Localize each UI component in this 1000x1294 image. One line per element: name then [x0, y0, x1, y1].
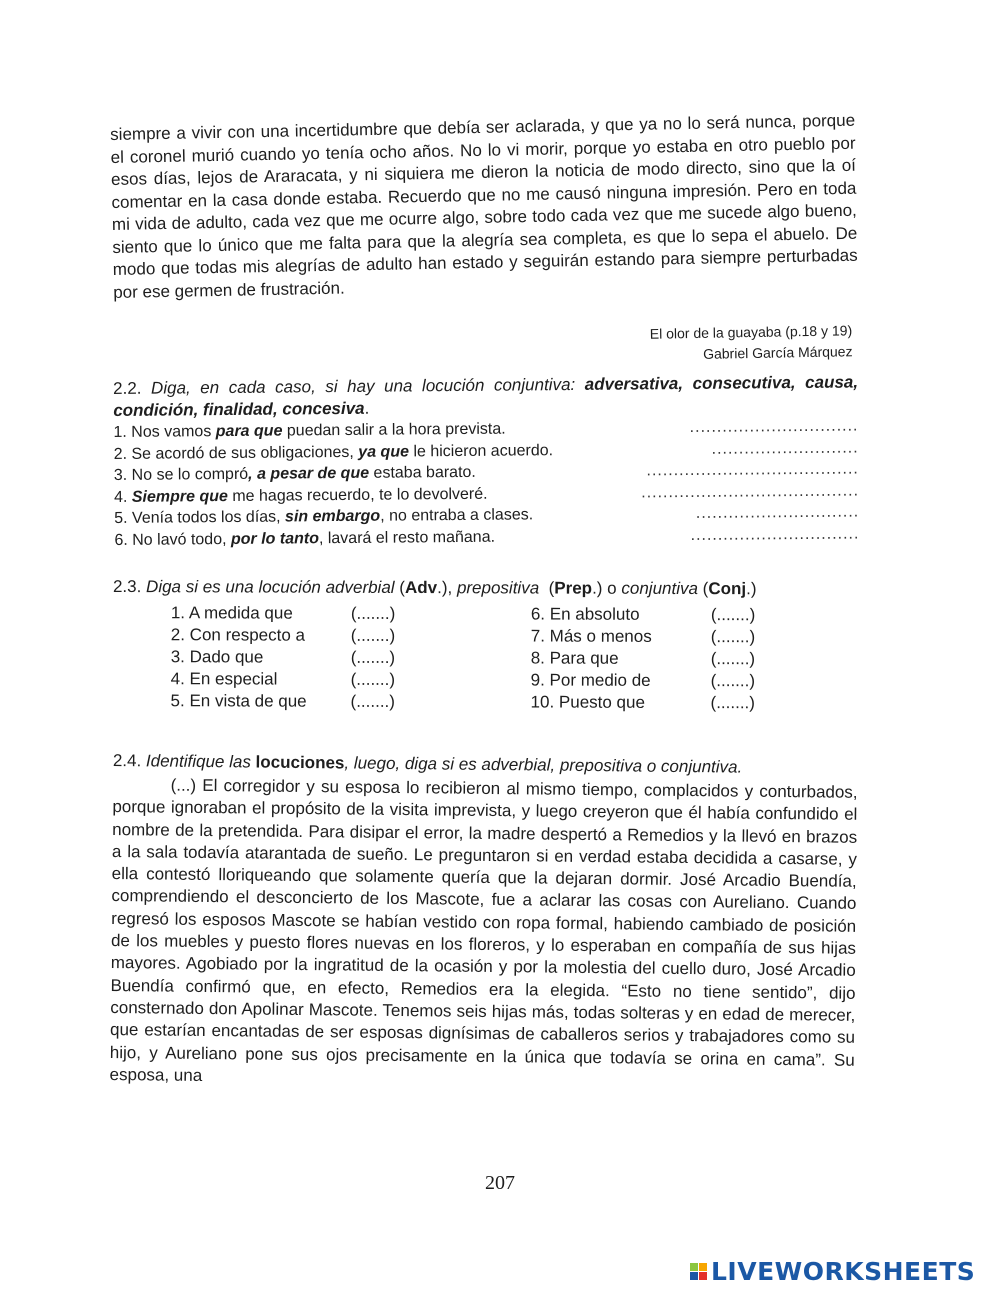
liveworksheets-logo[interactable] — [690, 1257, 975, 1286]
locution-label: 8. Para que — [530, 648, 619, 668]
exercise-2-4 — [109, 750, 857, 1094]
right-column — [531, 603, 781, 714]
exercise-2-3-instructions: 2.3. Diga si es una locución adverbial (Adv.), prepositiva (Prep.) o conjuntiva (Conj.) — [112, 577, 757, 599]
answer-blank[interactable]: ............................... — [689, 417, 859, 436]
exercise-2-4-instructions: 2.4. Identifique las locuciones, luego, diga si es adverbial, prepositiva o conjuntiva. — [112, 750, 743, 777]
exercise-item: 2. Se acordó de sus obligaciones, ya que le hicieron acuerdo. ........................... — [113, 438, 859, 463]
locution-item — [171, 602, 421, 625]
answer-blank[interactable]: .............................. — [695, 503, 860, 522]
exercise-2-3-grid — [113, 602, 858, 717]
answer-blank[interactable]: ........................................ — [641, 481, 860, 501]
locution-label: 4. En especial — [170, 669, 278, 689]
exercise-2-2-items — [113, 415, 859, 550]
locution-label: 7. Más o menos — [530, 626, 652, 646]
locution: ya que — [358, 442, 410, 461]
exercise-2-2 — [113, 371, 859, 550]
locution: Siempre que — [131, 487, 228, 506]
passage-source — [649, 320, 852, 366]
answer-blank[interactable]: (.......) — [350, 669, 396, 689]
locution-item — [171, 646, 421, 669]
locution-label: 5. En vista de que — [170, 691, 307, 711]
locution-item — [531, 625, 781, 648]
source-author: Gabriel García Márquez — [702, 343, 853, 362]
exercise-item: 5. Venía todos los días, sin embargo, no entraba a clases. .............................. — [114, 503, 860, 527]
locution: sin embargo — [284, 507, 381, 526]
answer-blank[interactable]: (.......) — [710, 693, 755, 713]
answer-blank[interactable]: (.......) — [710, 649, 756, 669]
left-column — [171, 602, 421, 713]
locution-item — [531, 691, 781, 714]
exercise-2-2-instructions: 2.2. Diga, en cada caso, si hay una locución conjuntiva: adversativa, consecutiva, causa, condición, finalidad, concesiva. — [113, 372, 859, 420]
answer-blank[interactable]: (.......) — [710, 671, 756, 691]
locution: , a pesar de que — [248, 464, 370, 483]
locution-item — [531, 669, 781, 692]
exercise-item: 1. Nos vamos para que puedan salir a la hora prevista. ............................... — [113, 417, 859, 441]
exercise-2-4-passage: (...) El corregidor y su esposa lo recibieron al mismo tiempo, complacidos y conturbados, porque ignoraban el propósito de la visita imprevista, y luego creyeron que él había confundido el nombre de la pretendida. Para disipar el error, la madre despertó a Remedios y la llevó en brazos a la sala todavía atarantada de sueño. Le preguntaron si en verdad estaba decidida a casarse, y ella contestó lloriqueando que solamente quería que la dejaran dormir. José Arcadio Buendía, comprendiendo el desconcierto de los Mascote, fue a aclarar las cosas con Aureliano. Cuando regresó los esposos Mascote se habían vestido con ropa formal, habiendo cambiado de posición de los muebles y puesto flores nuevas en los floreros, y lo esperaban en compañía de sus hijas mayores. Agobiado por la ingratitud de la ocasión y por la molestia del cuello duro, José Arcadio Buendía confirmó que, en efecto, Remedios era la elegida. “Esto no tiene sentido”, dijo consternado don Apolinar Mascote. Tenemos seis hijas más, todas solteras y en edad de merecer, que estarían encantadas de ser esposas dignísimas de caballeros serios y trabajadores como su hijo, y Aureliano pone sus ojos precisamente en la única que todavía se orina en cama”. Su esposa, una — [109, 775, 858, 1085]
locution-label: 10. Puesto que — [530, 692, 645, 712]
answer-blank[interactable]: (.......) — [350, 603, 396, 623]
answer-blank[interactable]: (.......) — [710, 627, 756, 647]
locution-label: 6. En absoluto — [530, 604, 640, 624]
locution-label: 2. Con respecto a — [170, 625, 306, 645]
category-list: adversativa, consecutiva, causa, condición, finalidad, concesiva — [113, 372, 859, 420]
brand-text: LIVEWORKSHEETS — [711, 1257, 976, 1286]
exercise-item: 3. No se lo compró, a pesar de que estaba barato. ....................................... — [113, 460, 859, 484]
locution-label: 3. Dado que — [170, 647, 264, 667]
exercise-item: 6. No lavó todo, por lo tanto, lavará el resto mañana. ............................... — [114, 524, 860, 549]
exercise-2-3 — [113, 576, 858, 717]
exercise-item: 4. Siempre que me hagas recuerdo, te lo devolveré. ........................................ — [113, 481, 860, 506]
logo-icon — [690, 1263, 707, 1280]
locution-item — [171, 624, 421, 647]
answer-blank[interactable]: (.......) — [710, 605, 756, 625]
answer-blank[interactable]: (.......) — [350, 625, 396, 645]
answer-blank[interactable]: ....................................... — [646, 460, 859, 480]
locution-item — [531, 603, 781, 626]
answer-blank[interactable]: ............................... — [690, 524, 860, 544]
passage-paragraph: siempre a vivir con una incertidumbre que debía ser aclarada, y que ya no lo será nunca, porque el coronel murió cuando yo tenía ocho años. No lo vi morir, porque yo estaba en otro pueblo por esos días, lejos de Araracata, y ni siquiera me dieron la noticia de modo directo, sino que la oí comentar en la casa donde estaba. Recuerdo que no me causó ninguna impresión. Pero en toda mi vida de adulto, cada vez que me ocurre algo, sobre todo cada vez que me sucede algo bueno, siento que lo único que me falta para que la alegría sea completa, es que lo sepa el abuelo. De modo que todas mis alegrías de adulto han estado y seguirán estando para siempre perturbadas por ese germen de frustración. — [110, 110, 858, 302]
instruction-text: Diga, en cada caso, si hay una locución conjuntiva: — [150, 374, 576, 398]
answer-blank[interactable]: (.......) — [350, 647, 396, 667]
locution: para que — [215, 422, 283, 441]
locution-label: 9. Por medio de — [530, 670, 651, 690]
locution-label: 1. A medida que — [170, 603, 293, 623]
locution: por lo tanto — [230, 529, 319, 548]
answer-blank[interactable]: ........................... — [711, 438, 859, 458]
locution-item — [171, 668, 421, 691]
locution-item — [531, 647, 781, 670]
exercise-number: 2.2. — [113, 378, 142, 398]
answer-blank[interactable]: (.......) — [350, 691, 395, 711]
locution-item — [171, 690, 421, 713]
source-title: El olor de la guayaba (p.18 y 19) — [649, 322, 852, 342]
page-number: 207 — [485, 1172, 515, 1194]
